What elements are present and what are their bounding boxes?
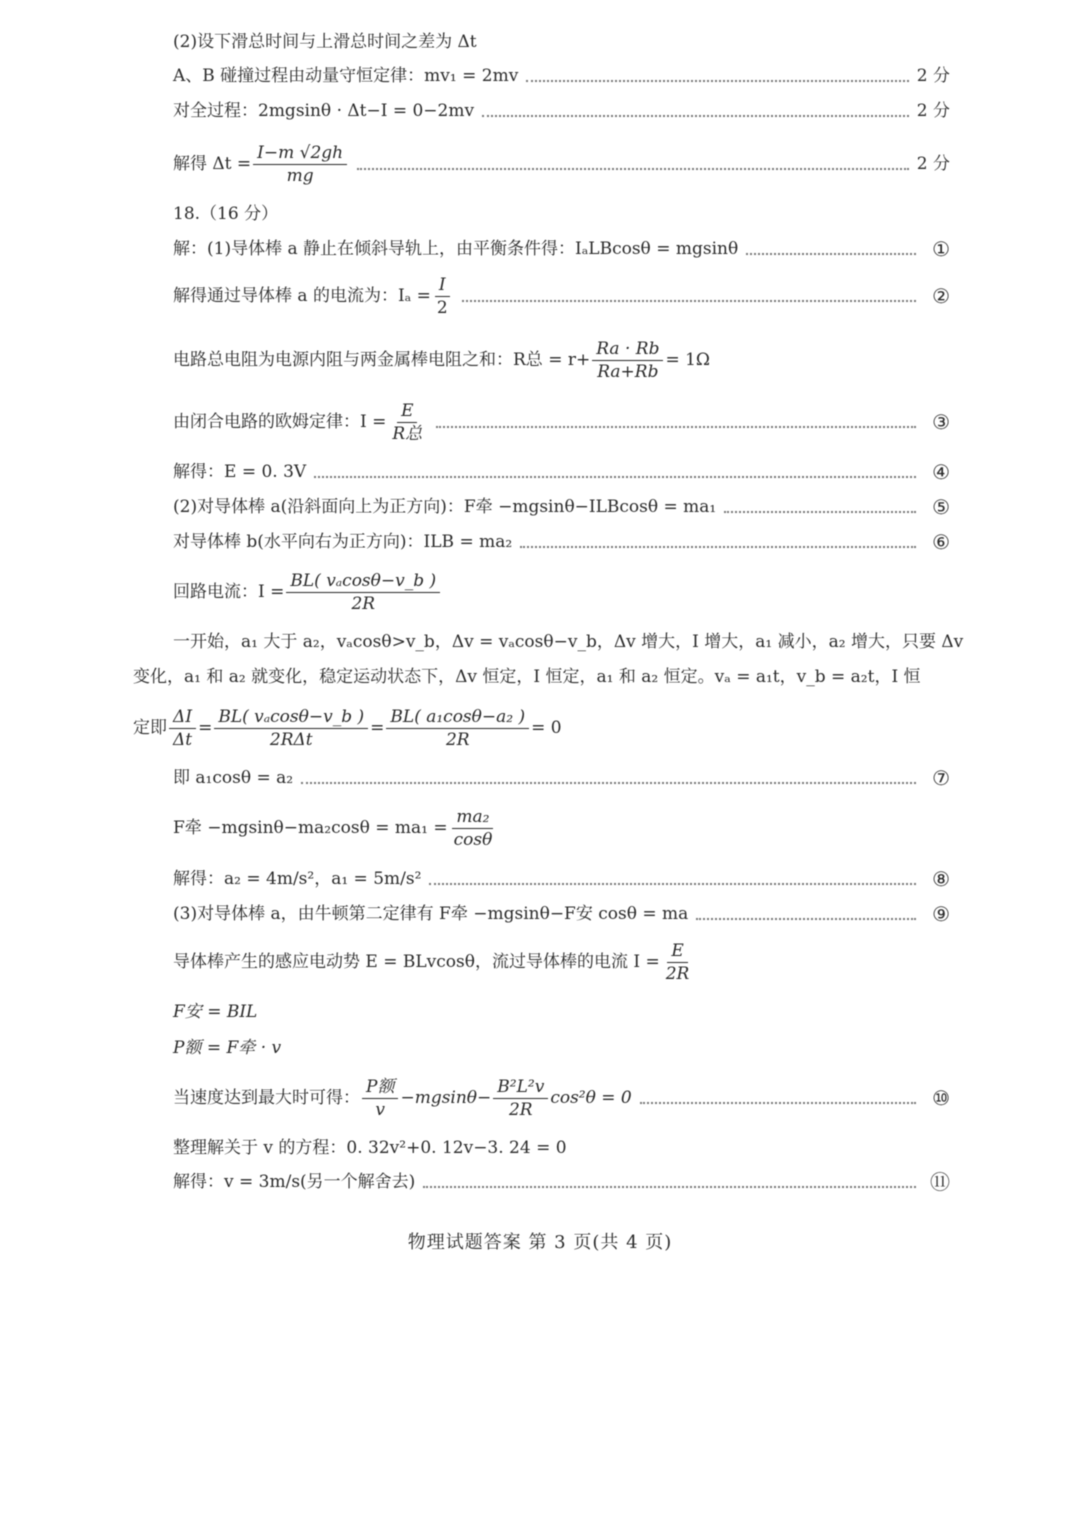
fraction: $\frac{\text{B²L²v}}{2R}$ <box>493 1076 548 1121</box>
fraction: $\frac{E}{2R}$ <box>665 940 690 984</box>
line-26: 解得：v = 3m/s(另一个解舍去) ⑪ <box>173 1170 950 1194</box>
fraction: $\frac{E}{\text{R总}}$ <box>392 400 423 444</box>
line-20: (3)对导体棒 a，由牛顿第二定律有 F牵 −mgsinθ−F安 cosθ = ma ⑨ <box>173 902 950 926</box>
line-1: (2)设下滑总时间与上滑总时间之差为 Δt <box>173 32 477 52</box>
line-12: 对导体棒 b(水平向右为正方向)：ILB = ma₂ ⑥ <box>173 530 950 554</box>
question-header: 18.（16 分） <box>173 204 279 224</box>
line-19: 解得：a₂ = 4m/s²，a₁ = 5m/s² ⑧ <box>173 867 950 891</box>
line-8: 电路总电阻为电源内阻与两金属棒电阻之和：R总 = r+ $\frac{Ra \cdot Rb}{Ra+Rb}$ = 1Ω <box>173 338 711 382</box>
line-13: 回路电流：I = $\frac{\text{BL( vₐcosθ−v\_b )}}{2R}$ <box>173 568 950 616</box>
line-9: 由闭合电路的欧姆定律：I = $\frac{E}{\text{R总}}$ ③ <box>173 400 950 444</box>
line-25: 整理解关于 v 的方程：0. 32v²+0. 12v−3. 24 = 0 <box>173 1138 567 1158</box>
line-24: 当速度达到最大时可得： $\frac{\text{P额}}{v}$ −mgsinθ− $\frac{\text{B²L²v}}{2R}$ cos²θ = 0 ⑩ <box>173 1076 950 1120</box>
fraction: $\frac{\text{P额}}{v}$ <box>362 1076 398 1121</box>
fraction: $\frac{\text{BL( vₐcosθ−v\_b )}}{\text{2RΔt}}$ <box>214 706 368 751</box>
line-23: P额 = F牵 · v <box>173 1038 282 1058</box>
line-22: F安 = BIL <box>173 1002 258 1022</box>
score-mark: 2 分 <box>916 66 950 86</box>
line-2: A、B 碰撞过程由动量守恒定律：mv₁ = 2mv 2 分 <box>173 66 950 86</box>
line-16: 定即 $\frac{\Delta I}{\Delta t}$ = $\frac{\text{BL( vₐcosθ−v\_b )}}{\text{2RΔt}}$ = $\frac{\text{BL( a₁cosθ−a₂ )}}{2R}$ = 0 <box>133 706 562 750</box>
fraction: $\frac{\text{BL( a₁cosθ−a₂ )}}{2R}$ <box>386 706 529 751</box>
fraction: $\frac{Ra \cdot Rb}{Ra+Rb}$ <box>592 338 663 383</box>
line-18: F牵 −mgsinθ−ma₂cosθ = ma₁ = $\frac{\text{ma₂}}{\cos\theta}$ <box>173 804 950 852</box>
fraction: $\frac{I-m √2gh}{mg}$ <box>253 142 347 187</box>
line-4: 解得 Δt = $\frac{I-m √2gh}{mg}$ 2 分 <box>173 142 950 186</box>
line-11: (2)对导体棒 a(沿斜面向上为正方向)：F牵 −mgsinθ−ILBcosθ = ma₁ ⑤ <box>173 495 950 519</box>
line-10: 解得：E = 0. 3V ④ <box>173 460 950 484</box>
fraction: $\frac{\text{BL( vₐcosθ−v\_b )}}{2R}$ <box>286 570 440 615</box>
page-footer: 物理试题答案 第 3 页(共 4 页) <box>407 1232 673 1253</box>
line-6: 解：(1)导体棒 a 静止在倾斜导轨上，由平衡条件得：IₐLBcosθ = mgsinθ ① <box>173 237 950 261</box>
score-mark: 2 分 <box>916 154 950 174</box>
line-7: 解得通过导体棒 a 的电流为：Iₐ = $\frac{I}{2}$ ② <box>173 274 950 318</box>
score-mark: 2 分 <box>916 101 950 121</box>
line-3: 对全过程：2mgsinθ · Δt−I = 0−2mv 2 分 <box>173 101 950 121</box>
line-14: 一开始，a₁ 大于 a₂，vₐcosθ>v_b，Δv = vₐcosθ−v_b，Δv 增大，I 增大，a₁ 减小，a₂ 增大，只要 Δv <box>173 632 964 652</box>
fraction: $\frac{\text{ma₂}}{\cos\theta}$ <box>453 806 493 850</box>
line-21: 导体棒产生的感应电动势 E = BLvcosθ，流过导体棒的电流 I = $\frac{E}{2R}$ <box>173 938 950 986</box>
line-15: 变化，a₁ 和 a₂ 就变化，稳定运动状态下，Δv 恒定，I 恒定，a₁ 和 a₂ 恒定。vₐ = a₁t，v_b = a₂t，I 恒 <box>133 667 921 687</box>
fraction: $\frac{I}{2}$ <box>436 274 448 318</box>
line-17: 即 a₁cosθ = a₂ ⑦ <box>173 766 950 790</box>
fraction: $\frac{\Delta I}{\Delta t}$ <box>169 706 196 751</box>
